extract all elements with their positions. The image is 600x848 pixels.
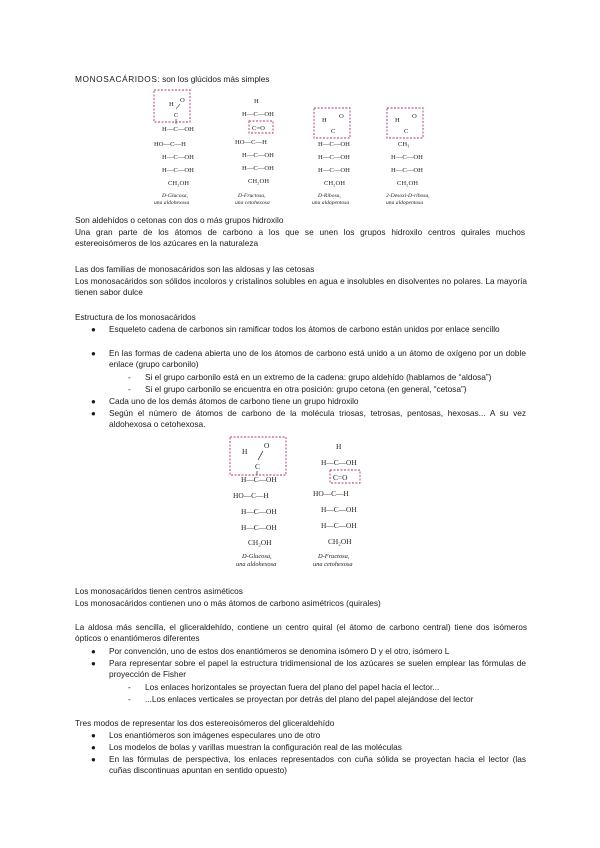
dash-icon: - bbox=[128, 694, 131, 704]
ribose-o: O bbox=[339, 113, 344, 120]
ribose-row-5: CH₂OH bbox=[324, 180, 345, 187]
atom-c: C bbox=[174, 112, 179, 119]
glucose-large bbox=[230, 437, 286, 568]
glycer-sub-2: ...Los enlaces verticales se proyectan por detrás del plano del papel alejándose del lector bbox=[145, 694, 474, 704]
asym-paragraph: Los monosacáridos contienen uno o más átomos de carbono asimétricos (quirales) bbox=[75, 598, 381, 608]
atom-c: C bbox=[255, 462, 260, 471]
intro-line-1: Son aldehídos o cetonas con dos o más grupos hidroxilo bbox=[75, 215, 284, 225]
fructose-row-1: H—C—OH bbox=[242, 111, 274, 118]
fructose-row-4: H—C—OH bbox=[242, 152, 274, 159]
glucose-row-5: H—C—OH bbox=[162, 167, 194, 174]
fructose-structure bbox=[235, 98, 274, 206]
caption-deoxyribose-1: 2-Desoxi-D-ribosa, bbox=[386, 193, 430, 199]
caption-glucose-2: una aldohexosa bbox=[154, 200, 190, 206]
bullet-icon: ● bbox=[91, 731, 96, 740]
deoxyribose-row-2: CH₃ bbox=[398, 141, 410, 148]
caption-ribose-1: D-Ribosa, bbox=[318, 193, 341, 199]
bullet-icon: ● bbox=[91, 743, 96, 752]
bullet-icon: ● bbox=[91, 647, 96, 656]
dash-icon: - bbox=[128, 384, 131, 394]
caption-fructose-1: D-Fructosa, bbox=[238, 193, 266, 199]
asym-heading: Los monosacáridos tienen centros asiméticos bbox=[75, 586, 243, 596]
fructose-row-5: H—C—OH bbox=[242, 165, 274, 172]
structure-bullet-2: En las formas de cadena abierta uno de los átomos de carbono está unido a un átomo de oxígeno por un doble enlace (grupo carbonilo) bbox=[109, 348, 526, 369]
caption-fructose-2: una cetohexosa bbox=[235, 200, 270, 206]
structure-heading: Estructura de los monosacáridos bbox=[75, 312, 196, 322]
ribose-c: C bbox=[331, 128, 336, 135]
glycer-paragraph: La aldosa más sencilla, el gliceraldehído, contiene un centro quiral (el átomo de carbono central) tiene dos isómeros ópticos o enantiómeros diferentes bbox=[75, 622, 527, 643]
bullet-icon: ● bbox=[91, 397, 96, 406]
bullet-icon: ● bbox=[91, 755, 96, 764]
glucose-row-3: HO—C—H bbox=[233, 491, 269, 500]
ribose-structure bbox=[312, 108, 350, 206]
structure-sub-1: Si el grupo carbonilo está en un extremo de la cadena: grupo aldehído (hablamos de “aldosa”) bbox=[145, 372, 492, 382]
fructose-row-2: C=O bbox=[333, 473, 348, 482]
three-bullet-3: En las fórmulas de perspectiva, los enlaces representados con cuña sólida se proyectan hacia el lector (las cuñas discontinuas apuntan en sentido opuesto) bbox=[109, 754, 526, 775]
caption-glucose-1: D-Glucosa, bbox=[162, 193, 188, 199]
families-heading: Las dos familias de monosacáridos son las aldosas y las cetosas bbox=[75, 264, 315, 274]
fructose-row-6: CH₂OH bbox=[328, 537, 352, 546]
glucose-row-3: HO—C—H bbox=[154, 141, 186, 148]
three-bullet-2: Los modelos de bolas y varillas muestran la configuración real de las moléculas bbox=[109, 742, 402, 752]
fructose-top-h: H bbox=[254, 98, 259, 105]
fructose-row-4: H—C—OH bbox=[321, 505, 357, 514]
families-paragraph: Los monosacáridos son sólidos incoloros y cristalinos solubles en agua e insolubles en disolventes no polares. La mayoría tienen sabor dulce bbox=[75, 276, 527, 297]
glucose-structure bbox=[154, 90, 194, 206]
deoxyribose-h: H bbox=[395, 117, 400, 124]
caption-glucose-2: una aldohexosa bbox=[236, 561, 277, 568]
deoxyribose-row-4: H—C—OH bbox=[391, 167, 423, 174]
deoxyribose-o: O bbox=[412, 113, 417, 120]
structure-sub-2: Si el grupo carbonilo se encuentra en otra posición: grupo cetona (en general, “cetosa”) bbox=[145, 384, 467, 394]
fructose-row-5: H—C—OH bbox=[321, 521, 357, 530]
glycer-bullet-2: Para representar sobre el papel la estructura tridimensional de los azúcares se suelen emplear las fórmulas de proyección de Fisher bbox=[109, 658, 526, 679]
title-rest: : son los glúcidos más simples bbox=[157, 74, 270, 84]
page-title bbox=[75, 74, 270, 85]
caption-ribose-2: una aldopentosa bbox=[312, 200, 350, 206]
glucose-fructose-figure bbox=[226, 434, 376, 570]
glucose-row-2: H—C—OH bbox=[241, 475, 277, 484]
glycer-sub-1: Los enlaces horizontales se proyectan fuera del plano del papel hacia el lector... bbox=[145, 682, 440, 692]
fructose-row-6: CH₂OH bbox=[248, 178, 269, 185]
caption-deoxyribose-2: una aldopentosa bbox=[386, 200, 424, 206]
structure-bullet-4: Según el número de átomos de carbono de la molécula triosas, tetrosas, pentosas, hexosas... A su vez aldohexosa o cetohexosa. bbox=[109, 408, 526, 429]
three-bullet-1: Los enantiómeros son imágenes especulares uno de otro bbox=[109, 730, 321, 740]
ribose-h: H bbox=[322, 117, 327, 124]
fructose-row-3: HO—C—H bbox=[235, 139, 267, 146]
atom-h: H bbox=[169, 101, 174, 108]
title-caps: MONOSACÁRIDOS bbox=[75, 74, 158, 84]
bullet-icon: ● bbox=[91, 325, 96, 334]
three-heading: Tres modos de representar los dos estereoisómeros del gliceraldehído bbox=[75, 718, 335, 728]
glucose-row-6: CH₂OH bbox=[248, 538, 272, 547]
ribose-row-4: H—C—OH bbox=[318, 167, 350, 174]
fructose-row-1: H—C—OH bbox=[321, 458, 357, 467]
structure-bullet-3: Cada uno de los demás átomos de carbono tiene un grupo hidroxilo bbox=[109, 396, 359, 406]
dash-icon: - bbox=[128, 372, 131, 382]
deoxyribose-structure bbox=[386, 108, 430, 206]
fructose-large bbox=[313, 442, 360, 568]
bullet-icon: ● bbox=[91, 659, 96, 668]
bullet-icon: ● bbox=[91, 349, 96, 358]
monosaccharides-figure-top bbox=[150, 86, 450, 212]
ribose-row-2: H—C—OH bbox=[318, 141, 350, 148]
bullet-icon: ● bbox=[91, 409, 96, 418]
deoxyribose-c: C bbox=[404, 128, 409, 135]
fructose-row-3: HO—C—H bbox=[313, 489, 349, 498]
glucose-row-6: CH₂OH bbox=[168, 180, 189, 187]
fructose-row-2: C=O bbox=[252, 125, 265, 132]
atom-h: H bbox=[242, 447, 248, 456]
structure-bullet-1: Esqueleto cadena de carbonos sin ramificar todos los átomos de carbono están unidos por enlace sencillo bbox=[109, 324, 500, 334]
atom-o: O bbox=[264, 441, 270, 450]
ribose-row-3: H—C—OH bbox=[318, 154, 350, 161]
caption-glucose-1: D-Glucosa, bbox=[242, 553, 272, 560]
dash-icon: - bbox=[128, 682, 131, 692]
glucose-row-5: H—C—OH bbox=[241, 523, 277, 532]
fructose-top-h: H bbox=[336, 442, 342, 451]
caption-fructose-2: una cetohexosa bbox=[313, 561, 353, 568]
deoxyribose-row-3: H—C—OH bbox=[391, 154, 423, 161]
glucose-row-4: H—C—OH bbox=[241, 507, 277, 516]
intro-paragraph: Una gran parte de los átomos de carbono a los que se unen los grupos hidroxilo centros quirales muchos estereoisómeros de los azúcares en la naturaleza bbox=[75, 227, 525, 248]
caption-fructose-1: D-Fructosa, bbox=[318, 553, 350, 560]
deoxyribose-row-5: CH₂OH bbox=[397, 180, 418, 187]
glucose-row-2: H—C—OH bbox=[162, 126, 194, 133]
glucose-row-4: H—C—OH bbox=[162, 154, 194, 161]
glycer-bullet-1: Por convención, uno de estos dos enantiómeros se denomina isómero D y el otro, isómero L bbox=[109, 646, 450, 656]
atom-o: O bbox=[180, 97, 185, 104]
